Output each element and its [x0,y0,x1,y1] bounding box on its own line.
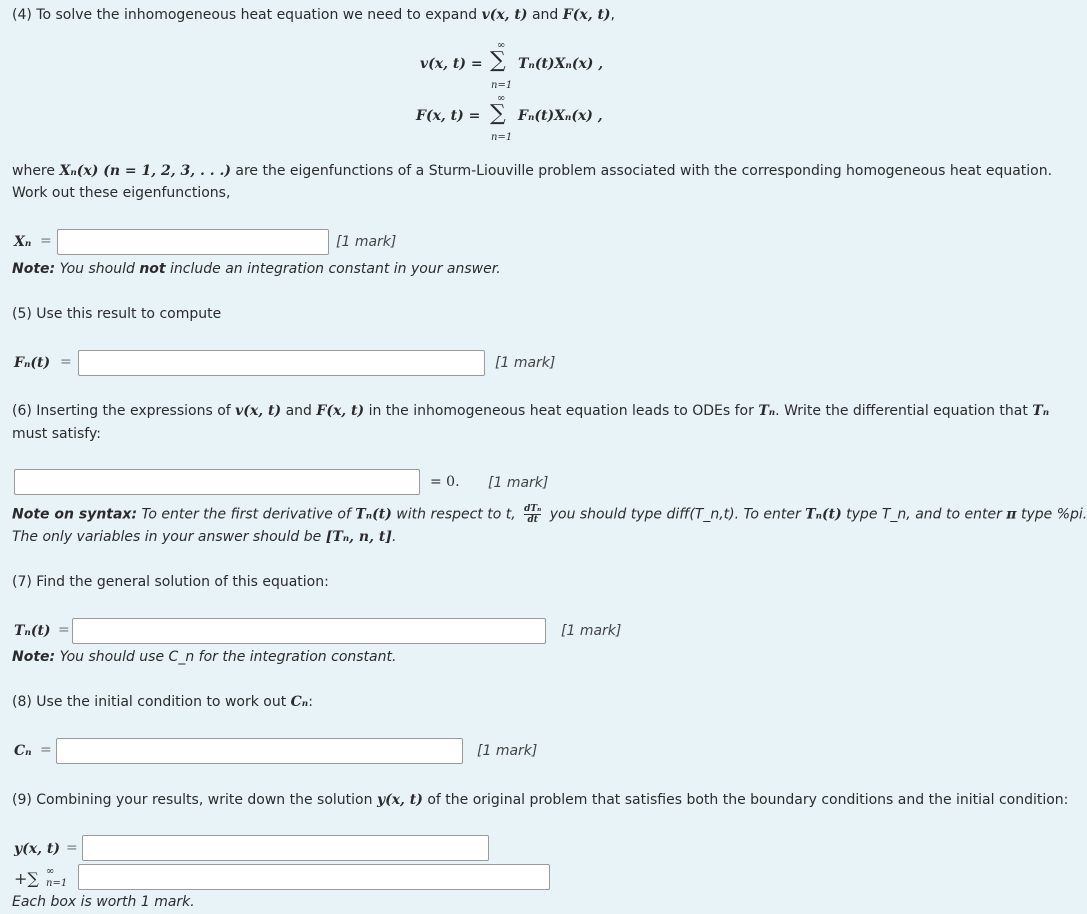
fn-mark: [1 mark] [495,355,556,371]
eq2-sum-top: ∞ [497,93,506,104]
q4-intro: (4) To solve the inhomogeneous heat equation we need to expand v(x, t) and F(x, t), [12,7,615,23]
eq1-lhs: v(x, t) = [420,56,483,72]
q8-text: (8) Use the initial condition to work out Cₙ: [12,694,313,710]
eq1-sum-top: ∞ [497,40,506,51]
eq1-sum: ∑ [490,48,506,73]
plus-sum-sub: n=1 [46,878,68,889]
tn-input[interactable] [72,618,546,644]
q9-footer: Each box is worth 1 mark. [12,894,195,910]
q7-note: Note: You should use C_n for the integration constant. [12,649,397,665]
q7-text: (7) Find the general solution of this equation: [12,574,329,590]
ode-mark: [1 mark] [488,475,549,491]
xn-equals: = [40,233,52,249]
cn-label: Cₙ [14,743,32,759]
F-xt: F(x, t) [562,7,611,23]
xn-mark: [1 mark] [336,234,397,250]
eq2-sum-bottom: n=1 [491,132,513,143]
fn-label: Fₙ(t) [14,355,51,371]
q4-where: where Xₙ(x) (n = 1, 2, 3, . . .) are the eigenfunctions of a Sturm-Liouville problem associated with the corresponding homogeneous heat equation. [12,163,1053,179]
q6-text: (6) Inserting the expressions of v(x, t) and F(x, t) in the inhomogeneous heat equation leads to ODEs for Tₙ. Write the differential equation that Tₙ [12,403,1050,419]
v-xt: v(x, t) [481,7,528,23]
xn-label: Xₙ [14,234,32,250]
y-input[interactable] [82,835,489,861]
q6-text-2: must satisfy: [12,426,101,442]
cn-input[interactable] [56,738,463,764]
ode-input[interactable] [14,469,420,495]
q6-vars: The only variables in your answer should be [Tₙ, n, t]. [12,529,397,545]
tn-mark: [1 mark] [561,623,622,639]
dtn-dt-fraction: dTₙ dt [524,504,542,525]
cn-equals: = [40,742,52,758]
tn-label: Tₙ(t) [14,623,51,639]
eq1-rhs: Tₙ(t)Xₙ(x) , [518,56,604,72]
plus-sum-sup: ∞ [46,866,55,877]
q6-syntax: Note on syntax: To enter the first derivative of Tₙ(t) with respect to t, dTₙ dt you should type diff(T_n,t). To enter Tₙ(t) type T_n, and to enter π type %pi. [12,504,1087,525]
eq2-lhs: F(x, t) = [416,108,481,124]
ode-zero: = 0. [430,474,460,490]
q4-note: Note: You should not include an integration constant in your answer. [12,261,501,277]
q9-text: (9) Combining your results, write down the solution y(x, t) of the original problem that satisfies both the boundary conditions and the initial condition: [12,792,1069,808]
q4-where-2: Work out these eigenfunctions, [12,185,231,201]
y-equals: = [66,840,78,856]
fn-equals: = [60,354,72,370]
eq1-sum-bottom: n=1 [491,80,513,91]
xn-input[interactable] [57,229,329,255]
q5-text: (5) Use this result to compute [12,306,222,322]
fn-input[interactable] [78,350,485,376]
eq2-rhs: Fₙ(t)Xₙ(x) , [518,108,603,124]
tn-equals: = [58,622,70,638]
plus-sum: +∑ [14,869,39,888]
y-label: y(x, t) [14,841,60,857]
eq2-sum: ∑ [490,101,506,126]
cn-mark: [1 mark] [477,743,538,759]
sum-input[interactable] [78,864,550,890]
